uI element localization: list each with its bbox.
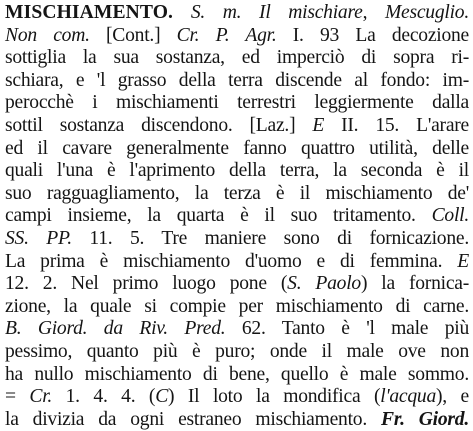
entry-line-6: sottil sostanza discendono. [Laz.] E II. 15. L'arare <box>5 114 469 136</box>
entry-line-8: quali l'una è l'aprimento della terra, la seconda è il <box>5 160 469 182</box>
citation-person: S. Paolo <box>287 273 361 295</box>
entry-line-1: MISCHIAMENTO. S. m. Il mischiare, Mescuglio. <box>5 2 469 23</box>
entry-line-12: La prima è mischiamento d'uomo e di femmina. E <box>5 250 469 272</box>
entry-line-19: la divizia da ogni estraneo mischiamento. Fr. Giord. <box>5 408 469 430</box>
entry-line-15: B. Giord. da Riv. Pred. 62. Tanto è 'l male più <box>5 318 469 340</box>
dictionary-entry <box>5 2 469 431</box>
citation-source: Cr. <box>29 386 53 408</box>
entry-line-4: schiara, e 'l grasso della terra discende al fondo: im- <box>5 69 469 91</box>
citation-source: SS. PP. <box>5 227 72 249</box>
entry-line-14: zione, la quale si compie per mischiamento di carne. <box>5 295 469 317</box>
entry-line-16: pessimo, quanto più è puro; onde il male ove non <box>5 340 469 362</box>
entry-line-13: 12. 2. Nel primo luogo pone (S. Paolo) la fornica- <box>5 273 469 295</box>
citation-source: Cr. P. Agr. <box>176 24 277 46</box>
gloss: l'acqua <box>380 386 437 408</box>
citation-source: E <box>312 114 325 136</box>
entry-line-9: suo ragguagliamento, la terza è il mischiamento de' <box>5 182 469 204</box>
entry-line-7: ed il cavare generalmente fanno quattro utilità, delle <box>5 137 469 159</box>
entry-line-5: perocchè i mischiamenti terrestri leggiermente dalla <box>5 92 469 114</box>
entry-line-3: sottiglia la sua sostanza, ed imperciò di sopra ri- <box>5 47 469 69</box>
usage-note: Non com. <box>5 24 90 46</box>
citation-source: Coll. <box>431 205 469 227</box>
synonym: Mescuglio. <box>384 2 469 23</box>
entry-line-2: Non com. [Cont.] Cr. P. Agr. I. 93 La decozione <box>5 24 469 46</box>
citation-source: B. Giord. da Riv. Pred. <box>5 318 226 340</box>
citation-source: E <box>457 250 469 272</box>
entry-line-11: SS. PP. 11. 5. Tre maniere sono di fornicazione. <box>5 227 469 249</box>
entry-line-17: ha nullo mischiamento di bene, quello è male sommo. <box>5 363 469 385</box>
entry-line-18: = Cr. 1. 4. 4. (C) Il loto la mondifica (l'acqua), e <box>5 386 469 408</box>
grammar-definition: S. m. Il mischiare <box>190 2 363 23</box>
entry-line-10: campi insieme, la quarta è il suo tritamento. Coll. <box>5 205 469 227</box>
citation-source-bold: Fr. Giord. <box>381 408 469 430</box>
headword: MISCHIAMENTO. <box>5 2 174 23</box>
citation-marker: C <box>155 386 169 408</box>
